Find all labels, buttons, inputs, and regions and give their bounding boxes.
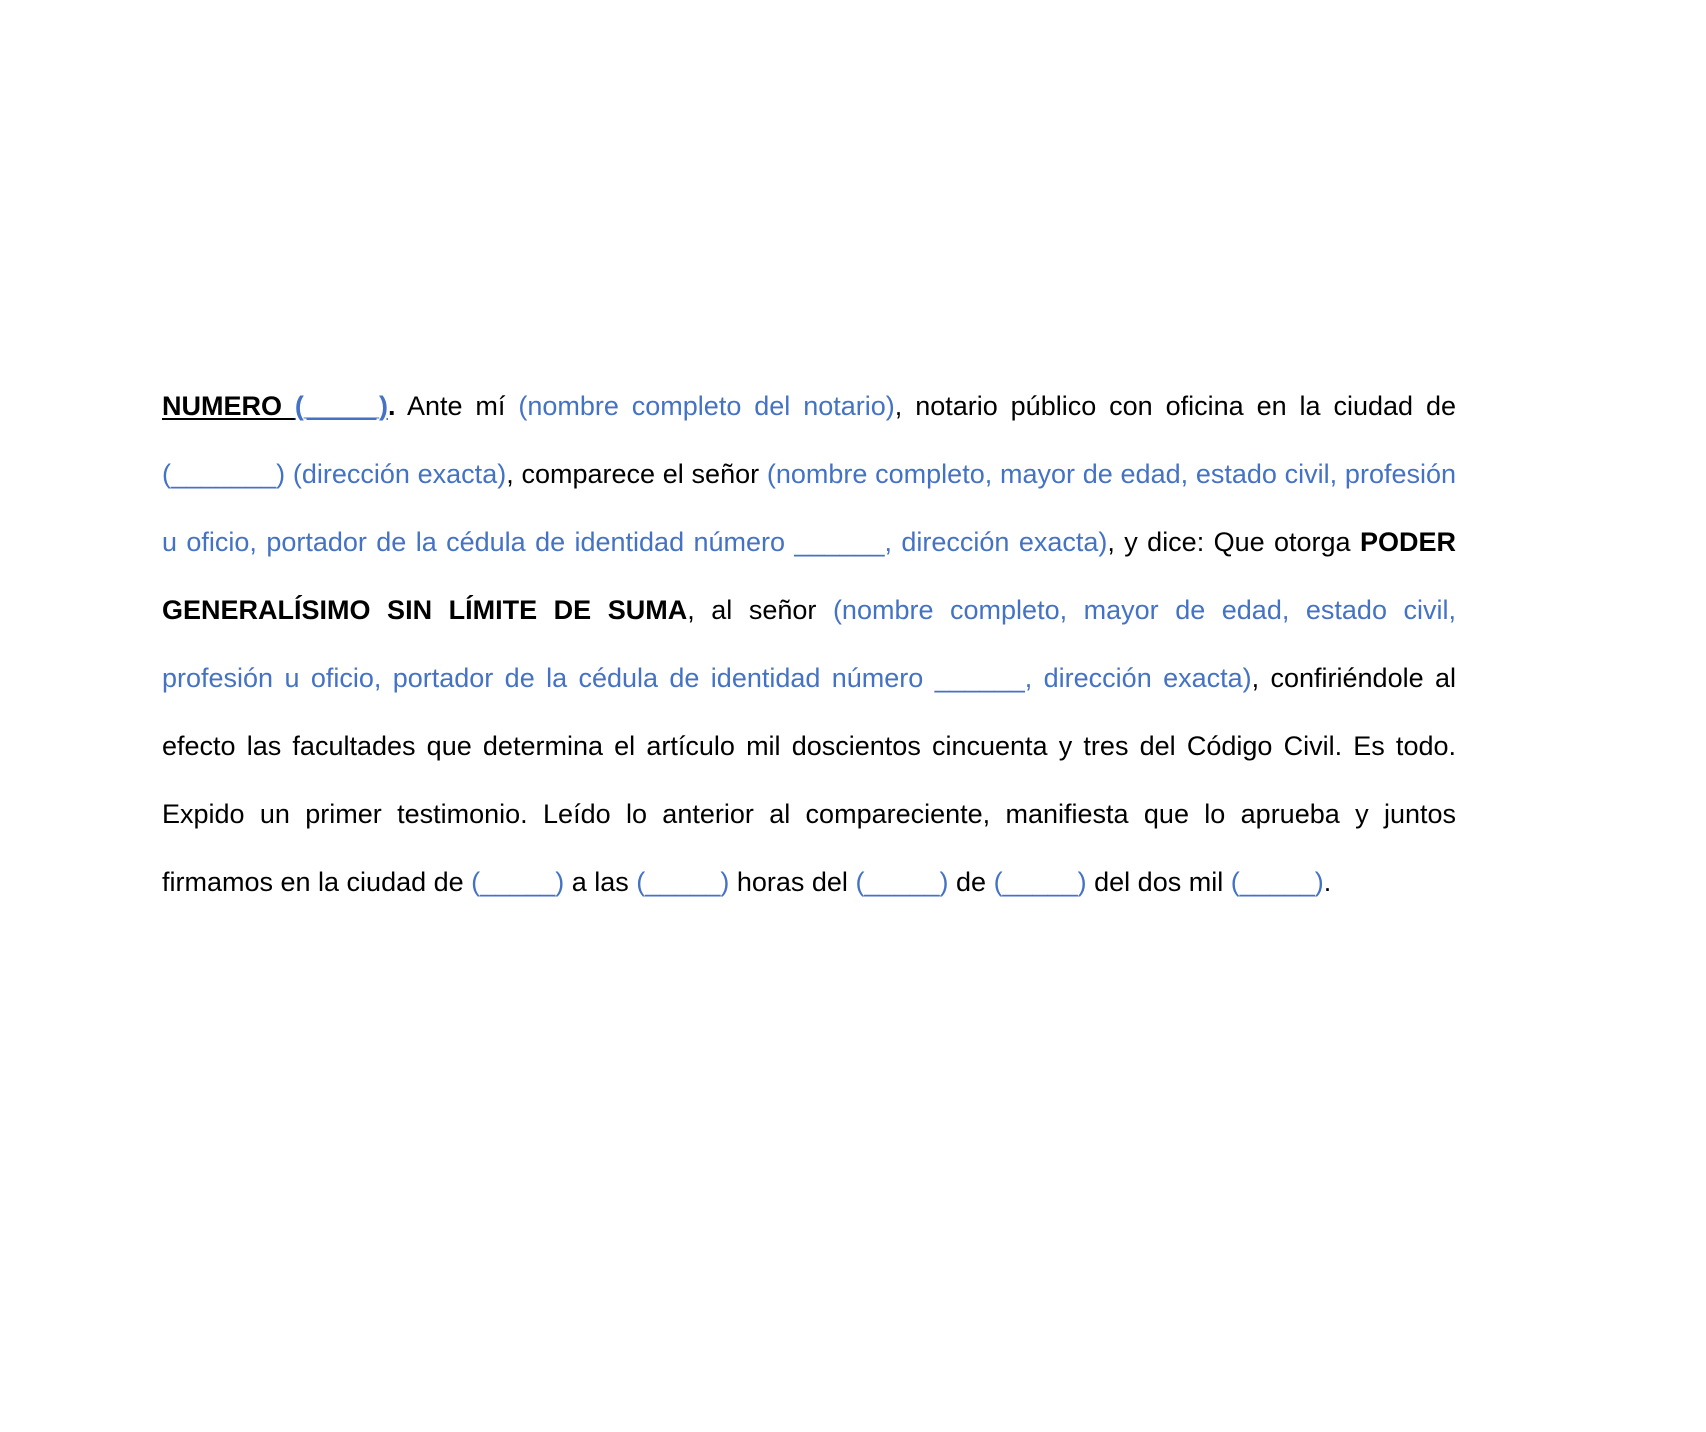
text-segment: , al señor	[687, 595, 833, 625]
signing-hour-placeholder: (_____)	[636, 867, 730, 897]
text-segment: .	[1323, 867, 1332, 897]
power-of-attorney-title: PODER GENERALÍSIMO SIN LÍMITE DE SUMA	[162, 527, 1456, 625]
text-segment: horas del	[729, 867, 856, 897]
text-segment: del dos mil	[1086, 867, 1231, 897]
text-segment: , notario público con oficina en la ciudad de	[894, 391, 1456, 421]
notary-name-placeholder: (nombre completo del notario)	[518, 391, 895, 421]
signing-year-placeholder: (_____)	[1230, 867, 1324, 897]
signing-city-placeholder: (_____)	[471, 867, 565, 897]
deed-number-label: NUMERO	[162, 391, 295, 421]
text-segment: , comparece el señor	[506, 459, 767, 489]
city-address-placeholder: (_______) (dirección exacta)	[162, 459, 507, 489]
deed-number-period: .	[388, 391, 396, 421]
grantor-details-placeholder: (nombre completo, mayor de edad, estado civil, profesión u oficio, portador de la cédula de identidad número ______, dirección exacta)	[162, 459, 1457, 557]
text-segment: , y dice: Que otorga	[1107, 527, 1360, 557]
text-segment: , confiriéndole al efecto las facultades que determina el artículo mil doscientos cincuenta y tres del Código Civil. Es todo. Expido un primer testimonio. Leído lo anterior al compareciente, manifiesta que lo aprueba y juntos firmamos en la ciudad de	[162, 663, 1456, 897]
signing-month-placeholder: (_____)	[993, 867, 1087, 897]
deed-number-placeholder: (_____)	[294, 391, 388, 421]
text-segment: de	[948, 867, 994, 897]
signing-day-placeholder: (_____)	[855, 867, 949, 897]
notarial-deed-paragraph	[162, 372, 1456, 916]
text-segment: Ante mí	[395, 391, 519, 421]
attorney-details-placeholder: (nombre completo, mayor de edad, estado civil, profesión u oficio, portador de la cédula de identidad número ______, dirección exacta)	[162, 595, 1457, 693]
text-segment: a las	[564, 867, 637, 897]
